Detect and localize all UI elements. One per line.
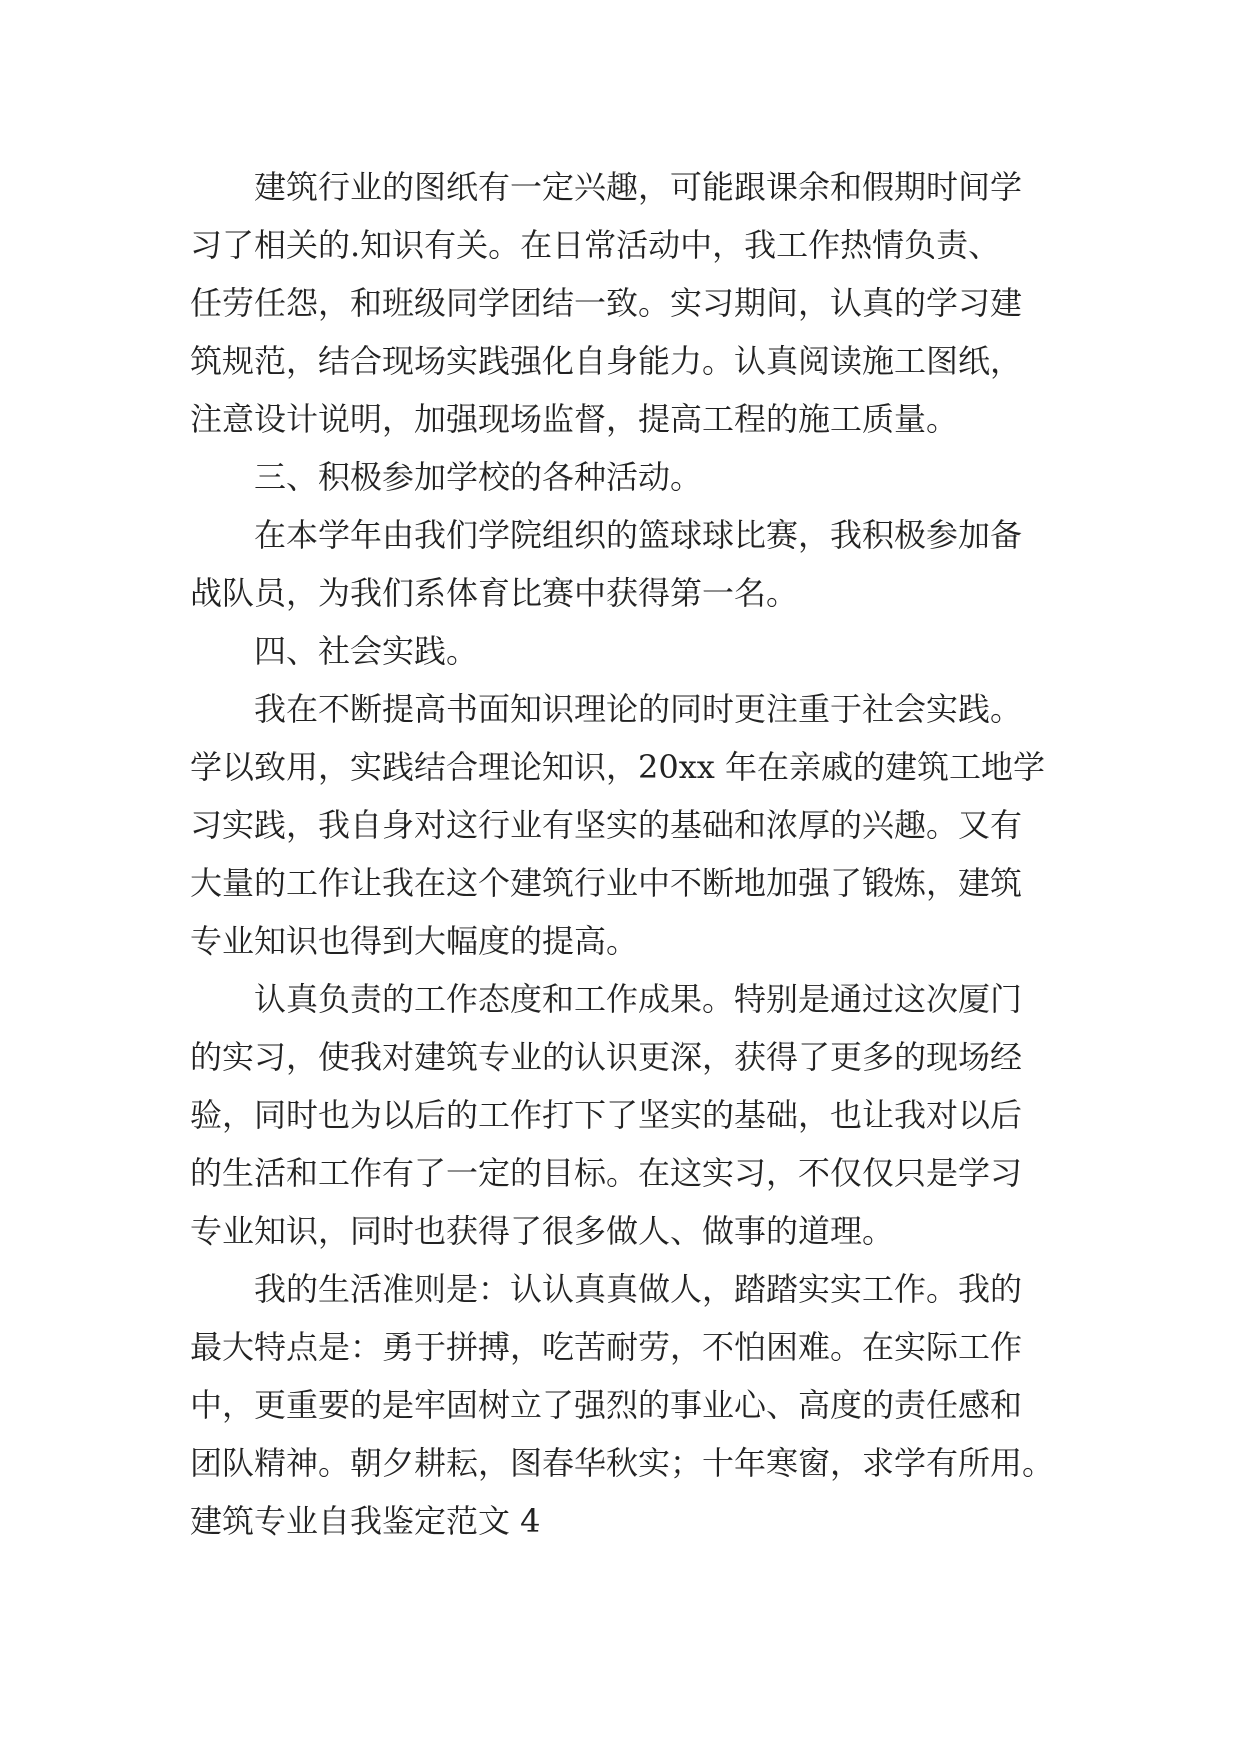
line-text: 建筑行业的图纸有一定兴趣，可能跟课余和假期时间学 bbox=[254, 168, 1023, 206]
text-line bbox=[0, 216, 1241, 274]
line-text: 我在不断提高书面知识理论的同时更注重于社会实践。 bbox=[254, 690, 1023, 728]
line-text: 习了相关的.知识有关。在日常活动中，我工作热情负责、 bbox=[190, 226, 1001, 264]
line-text: 注意设计说明，加强现场监督，提高工程的施工质量。 bbox=[190, 400, 959, 438]
text-line bbox=[0, 332, 1241, 390]
line-text: 任劳任怨，和班级同学团结一致。实习期间，认真的学习建 bbox=[190, 284, 1023, 322]
line-text: 团队精神。朝夕耕耘，图春华秋实；十年寒窗，求学有所用。 bbox=[190, 1444, 1055, 1482]
line-text: 在本学年由我们学院组织的篮球球比赛，我积极参加备 bbox=[254, 516, 1023, 554]
section-heading bbox=[0, 448, 1241, 506]
text-line bbox=[0, 1376, 1241, 1434]
text-line bbox=[0, 680, 1241, 738]
text-line bbox=[0, 274, 1241, 332]
section-heading bbox=[0, 622, 1241, 680]
line-text: 我的生活准则是：认认真真做人，踏踏实实工作。我的 bbox=[254, 1270, 1023, 1308]
text-line bbox=[0, 970, 1241, 1028]
document-heading bbox=[0, 1492, 1241, 1550]
text-line bbox=[0, 1318, 1241, 1376]
line-text: 大量的工作让我在这个建筑行业中不断地加强了锻炼，建筑 bbox=[190, 864, 1023, 902]
text-line bbox=[0, 1260, 1241, 1318]
line-text: 筑规范，结合现场实践强化自身能力。认真阅读施工图纸， bbox=[190, 342, 1023, 380]
line-text: 战队员，为我们系体育比赛中获得第一名。 bbox=[190, 574, 799, 612]
text-line bbox=[0, 912, 1241, 970]
line-text: 三、积极参加学校的各种活动。 bbox=[254, 458, 703, 496]
text-line bbox=[0, 1028, 1241, 1086]
line-text: 专业知识也得到大幅度的提高。 bbox=[190, 922, 639, 960]
text-line bbox=[0, 506, 1241, 564]
text-line bbox=[0, 738, 1241, 796]
line-text: 认真负责的工作态度和工作成果。特别是通过这次厦门 bbox=[254, 980, 1023, 1018]
text-line bbox=[0, 390, 1241, 448]
text-line bbox=[0, 1086, 1241, 1144]
text-line bbox=[0, 158, 1241, 216]
line-text: 建筑专业自我鉴定范文 4 bbox=[190, 1502, 541, 1540]
line-text: 学以致用，实践结合理论知识，20xx 年在亲戚的建筑工地学 bbox=[190, 748, 1045, 786]
text-line bbox=[0, 564, 1241, 622]
line-text: 的实习，使我对建筑专业的认识更深，获得了更多的现场经 bbox=[190, 1038, 1023, 1076]
text-line bbox=[0, 1144, 1241, 1202]
line-text: 习实践，我自身对这行业有坚实的基础和浓厚的兴趣。又有 bbox=[190, 806, 1023, 844]
line-text: 四、社会实践。 bbox=[254, 632, 479, 670]
text-line bbox=[0, 1434, 1241, 1492]
line-text: 中，更重要的是牢固树立了强烈的事业心、高度的责任感和 bbox=[190, 1386, 1023, 1424]
line-text: 专业知识，同时也获得了很多做人、做事的道理。 bbox=[190, 1212, 895, 1250]
line-text: 验，同时也为以后的工作打下了坚实的基础，也让我对以后 bbox=[190, 1096, 1023, 1134]
line-text: 的生活和工作有了一定的目标。在这实习，不仅仅只是学习 bbox=[190, 1154, 1023, 1192]
text-line bbox=[0, 796, 1241, 854]
line-text: 最大特点是：勇于拼搏，吃苦耐劳，不怕困难。在实际工作 bbox=[190, 1328, 1023, 1366]
text-line bbox=[0, 854, 1241, 912]
text-line bbox=[0, 1202, 1241, 1260]
